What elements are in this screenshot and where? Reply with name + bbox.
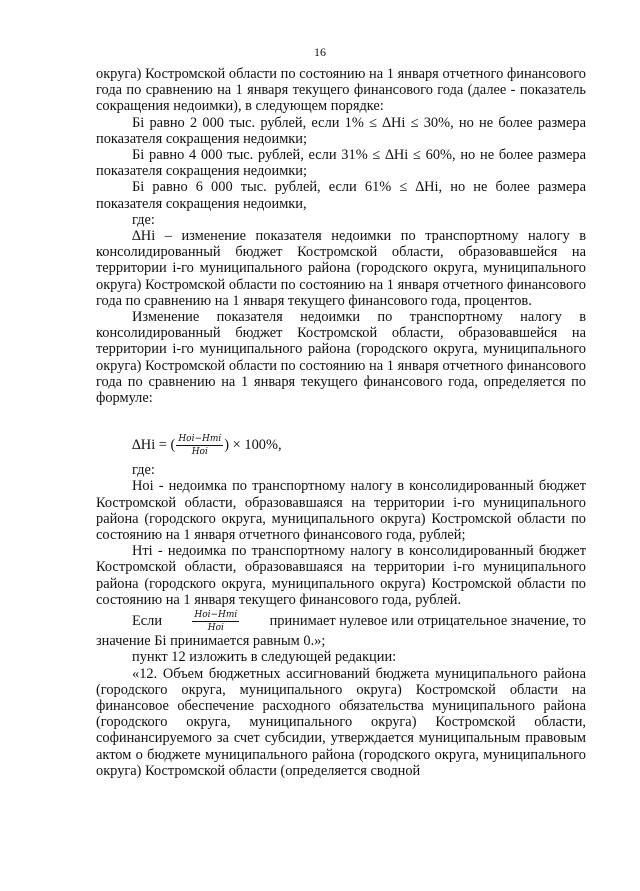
paragraph-if-condition bbox=[96, 610, 586, 649]
if-numerator: Hoi−Hтi bbox=[194, 610, 238, 621]
delta-formula bbox=[132, 428, 586, 462]
formula-rhs: ) × 100%, bbox=[224, 437, 282, 454]
if-prefix: Если bbox=[132, 613, 163, 630]
formula-lhs: ∆Нi = ( bbox=[132, 437, 176, 454]
paragraph-point-12-intro: пункт 12 изложить в следующей редакции: bbox=[132, 649, 397, 666]
where-label-2: где: bbox=[132, 462, 155, 479]
paragraph-continuation: округа) Костромской области по состоянию на 1 января отчетного финансового года по сравнению на 1 января текущего финансового года (далее - показатель сокращения недоимки), в следующем порядке: bbox=[96, 66, 586, 115]
paragraph-change-formula-intro: Изменение показателя недоимки по транспортному налогу в консолидированный бюджет Костромской области, образовавшейся на территории i-го муниципального района (городского округа, муниципального округа) Костромской области по состоянию на 1 января отчетного финансового года по сравнению на 1 января текущего финансового года, определяется по формуле: bbox=[96, 309, 586, 407]
paragraph-condition-1: Бi равно 2 000 тыс. рублей, если 1% ≤ ∆Нi ≤ 30%, но не более размера показателя сокращения недоимки; bbox=[96, 114, 586, 147]
formula-fraction bbox=[176, 434, 223, 457]
if-denominator: Hoi bbox=[207, 623, 224, 634]
if-suffix: принимает нулевое или отрицательное значение, то bbox=[269, 613, 586, 630]
document-body bbox=[96, 66, 586, 779]
paragraph-hti-definition: Нтi - недоимка по транспортному налогу в консолидированный бюджет Костромской области, образовавшаяся на территории i-го муниципального района (городского округа, муниципального округа) Костромской области по состоянию на 1 января текущего финансового года, рублей. bbox=[96, 543, 586, 608]
paragraph-point-12-text: «12. Объем бюджетных ассигнований бюджета муниципального района (городского округа, муниципального округа) Костромской области на финансовое обеспечение расходного обязательства муниципального района (городского округа, муниципального округа) Костромской области, софинансируемого за счет субсидии, утверждается муниципальным правовым актом о бюджете муниципального района (городского округа, муниципального округа) Костромской области (определяется сводной bbox=[96, 665, 586, 779]
paragraph-delta-definition: ∆Нi – изменение показателя недоимки по транспортному налогу в консолидированный бюджет Костромской области, образовавшейся на территории i-го муниципального района (городского округа, муниципального округа) Костромской области по состоянию на 1 января отчетного финансового года по сравнению на 1 января текущего финансового года, процентов. bbox=[96, 228, 586, 309]
formula-denominator: Hoi bbox=[191, 446, 208, 457]
formula-numerator: Hoi−Hтi bbox=[178, 433, 222, 444]
if-line-2: значение Бi принимается равным 0.»; bbox=[96, 633, 326, 650]
where-label: где: bbox=[132, 211, 155, 228]
paragraph-condition-2: Бi равно 4 000 тыс. рублей, если 31% ≤ ∆Нi ≤ 60%, но не более размера показателя сокращения недоимки; bbox=[96, 147, 586, 180]
paragraph-condition-3: Бi равно 6 000 тыс. рублей, если 61% ≤ ∆Нi, но не более размера показателя сокращения недоимки, bbox=[96, 179, 586, 212]
page-number: 16 bbox=[314, 45, 326, 59]
paragraph-hoi-definition: Ноi - недоимка по транспортному налогу в консолидированный бюджет Костромской области, образовавшаяся на территории i-го муниципального района (городского округа, муниципального округа) Костромской области по состоянию на 1 января отчетного финансового года, рублей; bbox=[96, 478, 586, 544]
if-fraction bbox=[192, 610, 239, 633]
